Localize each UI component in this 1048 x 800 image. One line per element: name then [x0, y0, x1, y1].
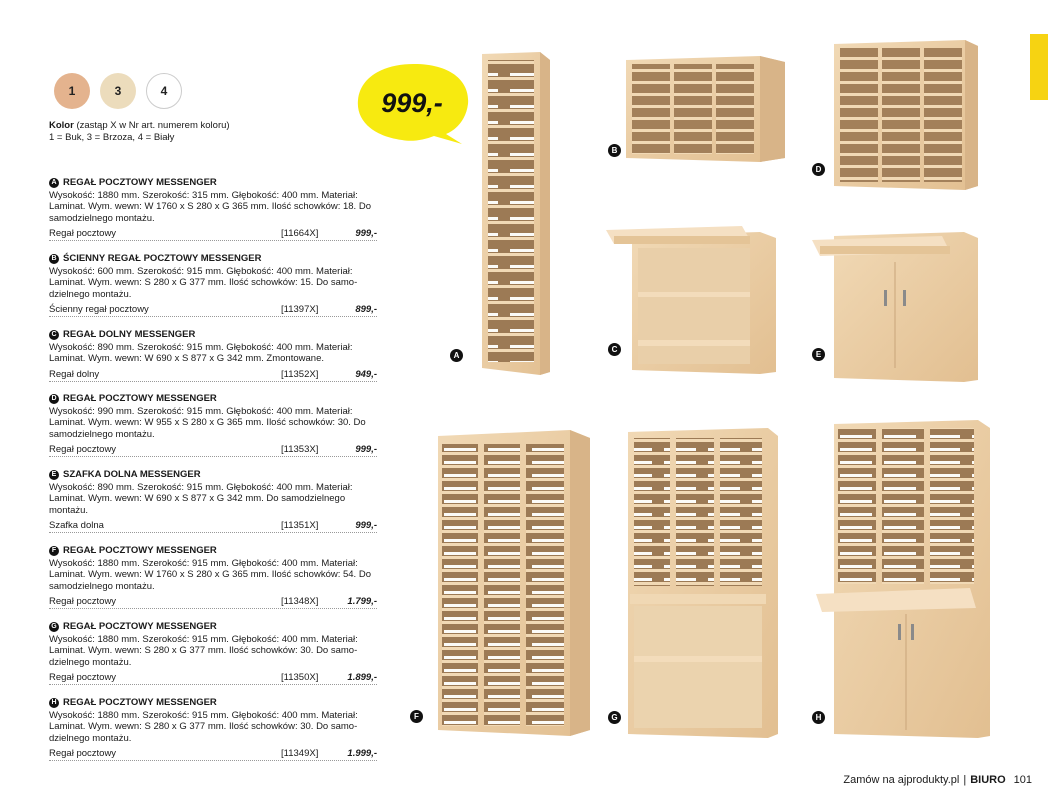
product-title: REGAŁ POCZTOWY MESSENGER — [63, 621, 217, 632]
product-b-image — [626, 56, 785, 162]
product-h-image — [816, 420, 990, 738]
product-letter: C — [49, 330, 59, 340]
product-title: REGAŁ DOLNY MESSENGER — [63, 329, 196, 340]
product-title: REGAŁ POCZTOWY MESSENGER — [63, 545, 217, 556]
product-code: [11350X] — [281, 672, 319, 683]
product-e-image — [812, 232, 978, 382]
product-c-image — [606, 226, 776, 374]
image-label-a: A — [450, 349, 463, 362]
product-description: Wysokość: 600 mm. Szerokość: 915 mm. Głębokość: 400 mm. Materiał: Laminat. Wym. wewn: S 280 x G 377 mm. Ilość schowków: 15. Do samo-dzielnego montażu. — [49, 265, 358, 300]
product-name: Regał pocztowy — [49, 748, 117, 759]
product-letter: G — [49, 622, 59, 632]
product-code: [11664X] — [281, 228, 319, 239]
product-description: Wysokość: 990 mm. Szerokość: 915 mm. Głębokość: 400 mm. Materiał: Laminat. Wym. wewn: W 955 x S 280 x G 365 mm. Ilość schowków: 30. Do samodzielnego montażu. — [49, 405, 366, 440]
product-name: Regał pocztowy — [49, 596, 117, 607]
color-legend-title: Kolor — [49, 120, 74, 131]
image-label-f: F — [410, 710, 423, 723]
product-description: Wysokość: 1880 mm. Szerokość: 915 mm. Głębokość: 400 mm. Materiał: Laminat. Wym. wewn: S 280 x G 377 mm. Ilość schowków: 30. Do samo-dzielnego montażu. — [49, 633, 358, 668]
product-price: 999,- — [355, 228, 377, 239]
product-price: 1.799,- — [347, 596, 377, 607]
product-title: REGAŁ POCZTOWY MESSENGER — [63, 697, 217, 708]
color-legend-values: 1 = Buk, 3 = Brzoza, 4 = Biały — [49, 131, 175, 143]
price-burst-text: 999,- — [381, 88, 443, 118]
product-letter: H — [49, 698, 59, 708]
footer-separator: | — [963, 774, 967, 786]
product-code: [11348X] — [281, 596, 319, 607]
product-code: [11349X] — [281, 748, 319, 759]
product-price: 999,- — [355, 520, 377, 531]
product-code: [11353X] — [281, 444, 319, 455]
product-code: [11397X] — [281, 304, 319, 315]
product-letter: B — [49, 254, 59, 264]
image-label-h: H — [812, 711, 825, 724]
product-price: 899,- — [355, 304, 377, 315]
product-price: 1.899,- — [347, 672, 377, 683]
product-title: ŚCIENNY REGAŁ POCZTOWY MESSENGER — [63, 253, 262, 264]
product-description: Wysokość: 1880 mm. Szerokość: 915 mm. Głębokość: 400 mm. Materiał: Laminat. Wym. wewn: S 280 x G 377 mm. Ilość schowków: 30. Do samo-dzielnego montażu. — [49, 709, 358, 744]
product-a-image — [482, 52, 550, 375]
product-letter: E — [49, 470, 59, 480]
product-g-image — [628, 428, 778, 738]
footer-section: BIURO — [970, 774, 1006, 786]
product-name: Regał pocztowy — [49, 672, 117, 683]
product-description: Wysokość: 890 mm. Szerokość: 915 mm. Głębokość: 400 mm. Materiał: Laminat. Wym. wewn: W 690 x S 877 x G 342 mm. Zmontowane. — [49, 341, 353, 364]
product-name: Ścienny regał pocztowy — [49, 304, 149, 315]
image-label-g: G — [608, 711, 621, 724]
section-tab — [1030, 34, 1048, 100]
image-label-e: E — [812, 348, 825, 361]
product-price: 999,- — [355, 444, 377, 455]
product-name: Szafka dolna — [49, 520, 104, 531]
product-price: 949,- — [355, 368, 377, 380]
color-swatch-brzoza[interactable]: 3 — [100, 73, 136, 109]
product-title: SZAFKA DOLNA MESSENGER — [63, 469, 201, 480]
product-d-image — [834, 40, 978, 190]
color-swatch-buk[interactable]: 1 — [54, 73, 90, 109]
color-legend-note: (zastąp X w Nr art. numerem koloru) — [73, 120, 230, 131]
product-title: REGAŁ POCZTOWY MESSENGER — [63, 177, 217, 188]
footer-site-link[interactable]: Zamów na ajprodukty.pl — [843, 774, 960, 786]
product-description: Wysokość: 1880 mm. Szerokość: 315 mm. Głębokość: 400 mm. Materiał: Laminat. Wym. wewn: W 1760 x S 280 x G 365 mm. Ilość schowków: 18. Do samodzielnego montażu. — [49, 189, 371, 224]
image-label-c: C — [608, 343, 621, 356]
image-label-d: D — [812, 163, 825, 176]
product-letter: F — [49, 546, 59, 556]
product-letter: D — [49, 394, 59, 404]
product-description: Wysokość: 890 mm. Szerokość: 915 mm. Głębokość: 400 mm. Materiał: Laminat. Wym. wewn: W 690 x S 877 x G 342 mm. Do samodzielnego montażu. — [49, 481, 353, 516]
color-swatch-bialy[interactable]: 4 — [146, 73, 182, 109]
product-name: Regał pocztowy — [49, 228, 117, 239]
product-code: [11351X] — [281, 520, 319, 531]
product-letter: A — [49, 178, 59, 188]
product-title: REGAŁ POCZTOWY MESSENGER — [63, 393, 217, 404]
page-footer — [843, 774, 1032, 786]
product-description: Wysokość: 1880 mm. Szerokość: 915 mm. Głębokość: 400 mm. Materiał: Laminat. Wym. wewn: W 1760 x S 280 x G 365 mm. Ilość schowków: 54. Do samodzielnego montażu. — [49, 557, 371, 592]
page-number: 101 — [1013, 774, 1032, 786]
image-label-b: B — [608, 144, 621, 157]
product-f-image — [438, 430, 590, 736]
product-name: Regał dolny — [49, 368, 100, 380]
product-price: 1.999,- — [347, 748, 377, 759]
product-code: [11352X] — [281, 368, 319, 380]
product-name: Regał pocztowy — [49, 444, 117, 455]
